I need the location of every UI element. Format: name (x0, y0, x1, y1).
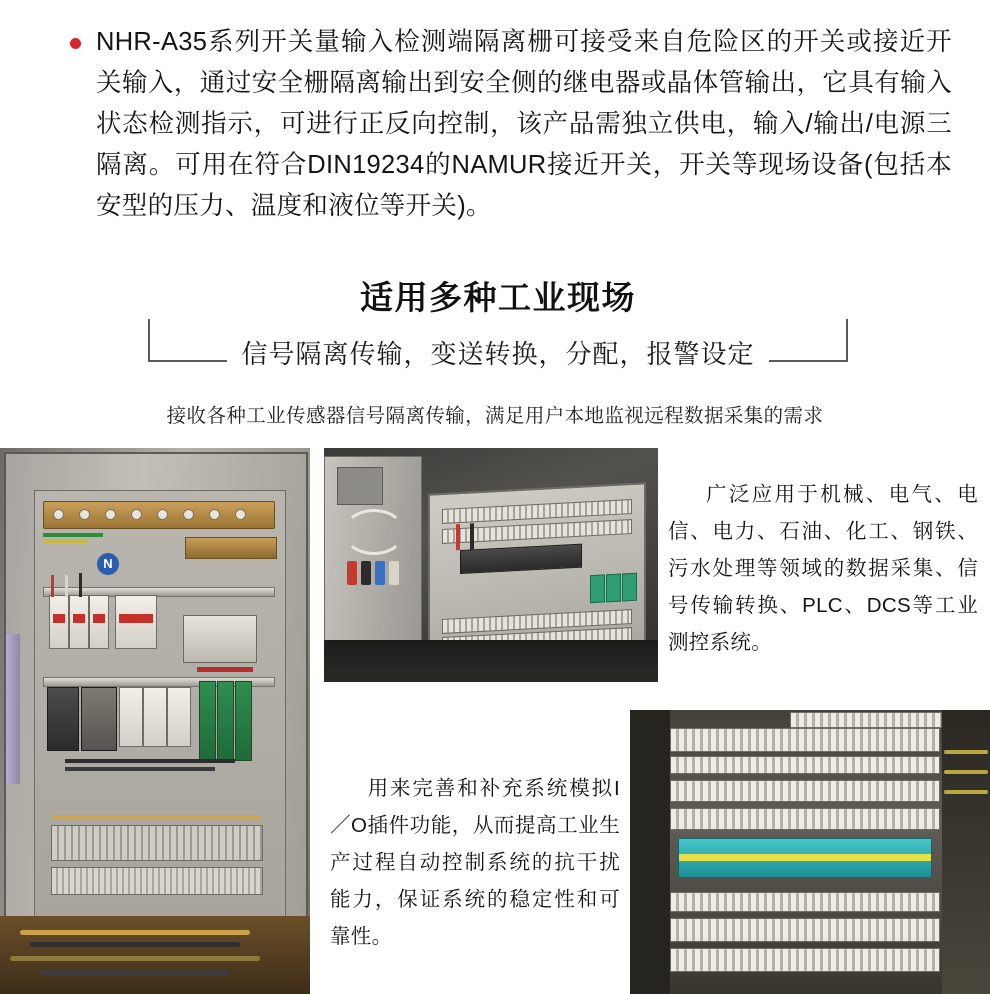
photo-cabinet-bottom-right (630, 710, 990, 994)
red-connector (347, 561, 357, 585)
photo-cabinet-top-middle (324, 448, 658, 682)
isolation-barrier-module (235, 681, 252, 761)
terminal-rail (670, 892, 940, 912)
yellow-wire (43, 539, 87, 543)
section-headline (148, 272, 848, 319)
relay (119, 687, 143, 747)
cable-trough (0, 916, 310, 994)
cabinet-door-open (324, 456, 422, 648)
cabinet-backplate (34, 490, 286, 932)
floor-area (324, 640, 658, 682)
black-cable (40, 970, 230, 975)
brown-cable (10, 956, 260, 961)
coiled-cable (343, 509, 405, 555)
signal-module (606, 574, 621, 603)
terminal-rail (670, 780, 940, 802)
busbar-bolt (79, 509, 90, 520)
busbar-bolt (235, 509, 246, 520)
cabinet-frame-left (630, 710, 670, 994)
motor-protector (81, 687, 117, 751)
wire-bundle (944, 770, 988, 774)
signal-module-strip (678, 838, 932, 878)
plc-module (460, 544, 582, 574)
terminal-rail (670, 756, 940, 774)
black-cable (30, 942, 240, 947)
terminal-rail (670, 948, 940, 972)
busbar-bolt (53, 509, 64, 520)
terminal-rail (670, 808, 940, 830)
contactor (47, 687, 79, 751)
junction-box (337, 467, 383, 505)
black-wire-bundle (65, 759, 235, 763)
blue-connector (375, 561, 385, 585)
photo-cabinet-left (0, 448, 310, 994)
isolation-barrier-module (199, 681, 216, 761)
neutral-marker: N (97, 553, 119, 575)
red-wire (197, 667, 253, 672)
circuit-breaker-wide (115, 595, 157, 649)
section-subheadline-text: 信号隔离传输，变送转换，分配，报警设定 (227, 339, 768, 369)
terminal-rail (670, 728, 940, 752)
busbar-bolt (105, 509, 116, 520)
cabinet-door (4, 452, 308, 962)
function-text: 用来完善和补充系统模拟I／O插件功能，从而提高工业生产过程自动控制系统的抗干扰能力，保证系统的稳定性和可靠性。 (330, 777, 620, 948)
power-supply-module (183, 615, 257, 663)
wire-bundle (944, 750, 988, 754)
busbar-bolt (157, 509, 168, 520)
section-caption: 接收各种工业传感器信号隔离传输，满足用户本地监视远程数据采集的需求 (166, 405, 824, 427)
yellow-cable (20, 930, 250, 935)
control-panel-backplate (428, 482, 646, 657)
isolation-barrier-module (217, 681, 234, 761)
busbar-bolt (183, 509, 194, 520)
copper-bar (51, 815, 261, 819)
section-headline-text: 适用多种工业现场 (338, 279, 658, 316)
relay (143, 687, 167, 747)
section-subheadline (148, 334, 848, 371)
red-wire (456, 524, 460, 550)
upper-terminal-rail (790, 712, 942, 728)
terminal-block-row (51, 867, 263, 895)
terminal-rail (670, 918, 940, 942)
busbar-bolt (209, 509, 220, 520)
ground-wire (43, 533, 103, 537)
signal-module (622, 573, 637, 602)
section-heading-block (148, 272, 848, 382)
black-wire-bundle (65, 767, 215, 771)
circuit-breaker (49, 595, 69, 649)
applications-text: 广泛应用于机械、电气、电信、电力、石油、化工、钢铁、污水处理等领域的数据采集、信号传输转换、PLC、DCS等工业测控系统。 (668, 483, 978, 654)
red-wire (51, 575, 54, 597)
wire-bundle (944, 790, 988, 794)
black-wire (470, 523, 474, 549)
cabinet-side-panel (6, 634, 20, 784)
white-connector (389, 561, 399, 585)
relay (167, 687, 191, 747)
bullet-dot-icon (70, 38, 81, 49)
text-block-function (330, 770, 620, 955)
signal-module (590, 574, 605, 603)
black-connector (361, 561, 371, 585)
white-wire (65, 575, 68, 597)
terminal-block-row (51, 825, 263, 861)
intro-paragraph: NHR-A35系列开关量输入检测端隔离栅可接受来自危险区的开关或接近开关输入，通过安全栅隔离输出到安全侧的继电器或晶体管输出，它具有输入状态检测指示，可进行正反向控制，该产品需独立供电，输入/输出/电源三隔离。可用在符合DIN19234的NAMUR接近开关，开关等现场设备(包括本安型的压力、温度和液位等开关)。 (96, 28, 952, 220)
circuit-breaker (89, 595, 109, 649)
text-block-applications (668, 476, 978, 661)
intro-block (62, 22, 952, 227)
circuit-breaker (69, 595, 89, 649)
busbar-bolt (131, 509, 142, 520)
busbar-secondary (185, 537, 277, 559)
black-wire (79, 573, 82, 597)
